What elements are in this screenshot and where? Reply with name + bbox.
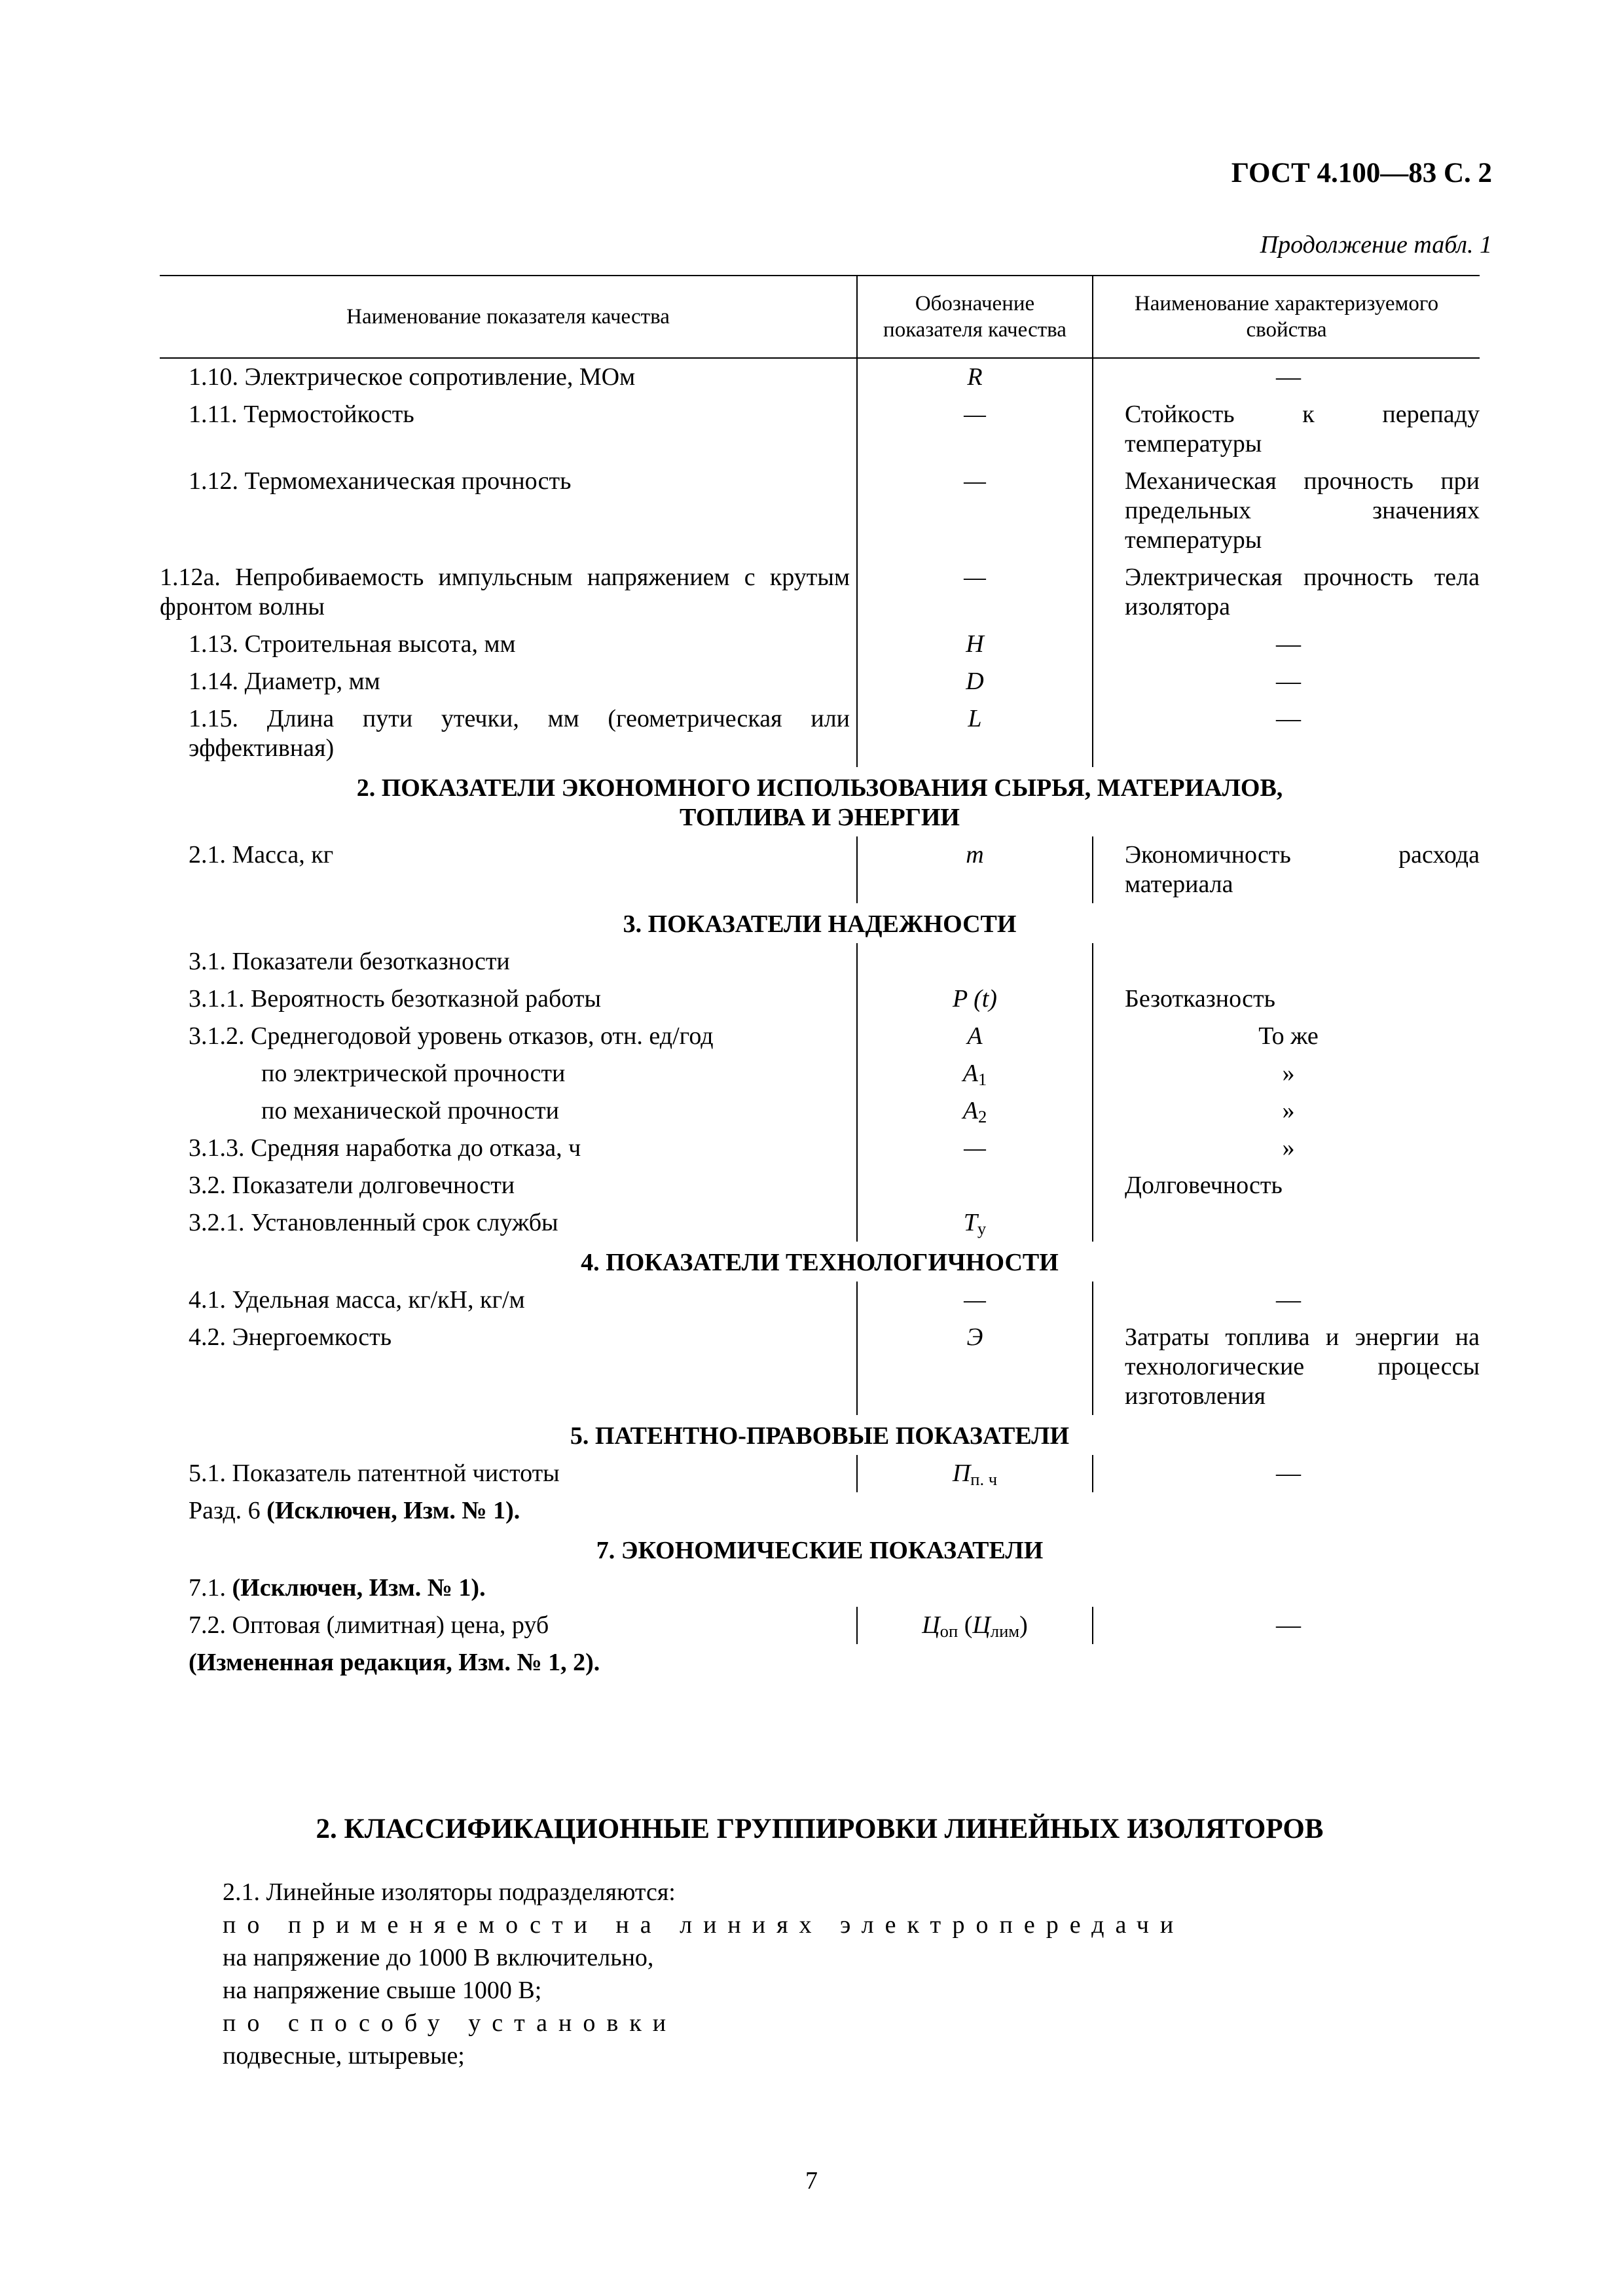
indicator-name: 1.11. Термостойкость	[189, 401, 414, 428]
quality-indicators-table	[160, 275, 1480, 1681]
section-title: 3. ПОКАЗАТЕЛИ НАДЕЖНОСТИ	[623, 910, 1017, 938]
indicator-property: Стойкость к перепаду температуры	[1125, 401, 1480, 457]
table-row	[160, 663, 1480, 700]
indicator-symbol: $A_2$	[857, 1092, 1093, 1130]
indicator-symbol: —	[857, 1282, 1093, 1319]
indicator-property: —	[1276, 1460, 1301, 1487]
indicator-name: 1.13. Строительная высота, мм	[189, 630, 516, 658]
table-row	[160, 943, 1480, 980]
table-note-row	[160, 1570, 1480, 1607]
indicator-name: 7.2. Оптовая (лимитная) цена, руб	[189, 1611, 549, 1639]
indicator-symbol: A	[857, 1018, 1093, 1055]
ditto-mark: »	[1282, 1134, 1295, 1162]
table-row	[160, 626, 1480, 663]
section-heading-row	[160, 767, 1480, 836]
indicator-symbol: —	[857, 396, 1093, 463]
table-row	[160, 1607, 1480, 1644]
indicator-property: —	[1276, 705, 1301, 732]
column-header-indicator-name: Наименование показателя качества	[160, 276, 857, 358]
indicator-name: 3.1.2. Среднегодовой уровень отказов, отн. ед/год	[189, 1022, 714, 1050]
paragraph-line: подвесные, штыревые;	[223, 2042, 465, 2070]
indicator-symbol: —	[857, 463, 1093, 559]
table-row	[160, 1455, 1480, 1492]
section-title: 4. ПОКАЗАТЕЛИ ТЕХНОЛОГИЧНОСТИ	[581, 1249, 1059, 1276]
indicator-symbol: —	[857, 559, 1093, 626]
indicator-property: Затраты топлива и энергии на технологические процессы изготовления	[1125, 1323, 1480, 1410]
indicator-name: 3.2. Показатели долговечности	[189, 1172, 515, 1199]
indicator-name: 3.1.3. Средняя наработка до отказа, ч	[189, 1134, 581, 1162]
section-heading-row	[160, 1530, 1480, 1570]
indicator-symbol: P (t)	[857, 980, 1093, 1018]
table-row	[160, 1130, 1480, 1167]
table-row	[160, 1055, 1480, 1092]
indicator-name: 1.12. Термомеханическая прочность	[189, 467, 572, 495]
indicator-name: 1.12а. Непробиваемость импульсным напряжением с крутым фронтом волны	[160, 564, 850, 620]
ditto-mark: »	[1282, 1060, 1295, 1087]
indicator-property: Электрическая прочность тела изолятора	[1125, 564, 1480, 620]
indicator-property: —	[1276, 363, 1301, 391]
edition-note: (Измененная редакция, Изм. № 1, 2).	[189, 1649, 600, 1676]
chapter-title: 2. КЛАССИФИКАЦИОННЫЕ ГРУППИРОВКИ ЛИНЕЙНЫХ ИЗОЛЯТОРОВ	[316, 1814, 1324, 1844]
table-note-row	[160, 1492, 1480, 1530]
indicator-name: 3.1. Показатели безотказности	[189, 948, 510, 975]
indicator-property: Механическая прочность при предельных значениях температуры	[1125, 467, 1480, 554]
indicator-name: 5.1. Показатель патентной чистоты	[189, 1460, 560, 1487]
indicator-property: —	[1276, 630, 1301, 658]
indicator-symbol: $П_{п. ч}$	[857, 1455, 1093, 1492]
table-row	[160, 1204, 1480, 1242]
indicator-symbol: m	[857, 836, 1093, 903]
section-heading-row	[160, 1415, 1480, 1455]
section-heading-row	[160, 903, 1480, 943]
indicator-symbol: D	[857, 663, 1093, 700]
indicator-name: по механической прочности	[261, 1097, 559, 1124]
chapter-body	[223, 1876, 1480, 2072]
spaced-subheading: по применяемости на линиях электропередачи	[223, 1911, 1185, 1939]
quality-indicators-table-container	[160, 275, 1480, 1681]
section-title: 7. ЭКОНОМИЧЕСКИЕ ПОКАЗАТЕЛИ	[596, 1537, 1044, 1564]
indicator-name: 1.14. Диаметр, мм	[189, 668, 380, 695]
indicator-name: 4.2. Энергоемкость	[189, 1323, 392, 1351]
table-row	[160, 700, 1480, 767]
table-note-row	[160, 1644, 1480, 1681]
indicator-name: 3.1.1. Вероятность безотказной работы	[189, 985, 601, 1013]
table-row	[160, 463, 1480, 559]
indicator-symbol: —	[857, 1130, 1093, 1167]
paragraph-line: на напряжение свыше 1000 В;	[223, 1977, 542, 2004]
indicator-symbol: $Ц_{оп}$ $(Ц_{лим})$	[857, 1607, 1093, 1644]
table-row	[160, 1018, 1480, 1055]
indicator-property: Долговечность	[1125, 1172, 1283, 1199]
table-row	[160, 396, 1480, 463]
table-continuation-label: Продолжение табл. 1	[1260, 231, 1492, 259]
indicator-property: —	[1276, 1611, 1301, 1639]
indicator-property: То же	[1258, 1022, 1319, 1050]
table-row	[160, 980, 1480, 1018]
indicator-name: 4.1. Удельная масса, кг/кН, кг/м	[189, 1286, 525, 1314]
indicator-symbol: Э	[857, 1319, 1093, 1415]
document-code: ГОСТ 4.100—83 С. 2	[1231, 158, 1492, 188]
page-number: 7	[805, 2167, 818, 2195]
ditto-mark: »	[1282, 1097, 1295, 1124]
table-row	[160, 1282, 1480, 1319]
section-6-note: Разд. 6 (Исключен, Изм. № 1).	[189, 1497, 520, 1524]
section-title: 2. ПОКАЗАТЕЛИ ЭКОНОМНОГО ИСПОЛЬЗОВАНИЯ СЫРЬЯ, МАТЕРИАЛОВ, ТОПЛИВА И ЭНЕРГИИ	[356, 774, 1283, 831]
indicator-symbol: H	[857, 626, 1093, 663]
column-header-designation: Обозначение показателя качества	[857, 276, 1093, 358]
table-row	[160, 559, 1480, 626]
indicator-property: Безотказность	[1125, 985, 1275, 1013]
indicator-symbol: R	[857, 358, 1093, 396]
paragraph-line: 2.1. Линейные изоляторы подразделяются:	[223, 1878, 676, 1906]
indicator-name: по электрической прочности	[261, 1060, 566, 1087]
spaced-subheading: по способу установки	[223, 2009, 678, 2037]
section-title: 5. ПАТЕНТНО-ПРАВОВЫЕ ПОКАЗАТЕЛИ	[570, 1422, 1070, 1450]
table-header-row	[160, 276, 1480, 358]
table-row	[160, 836, 1480, 903]
indicator-symbol: $T_у$	[857, 1204, 1093, 1242]
table-row	[160, 1167, 1480, 1204]
table-row	[160, 1319, 1480, 1415]
indicator-symbol: L	[857, 700, 1093, 767]
column-header-property: Наименование характеризуемого свойства	[1093, 276, 1480, 358]
indicator-name: 2.1. Масса, кг	[189, 841, 334, 869]
paragraph-line: на напряжение до 1000 В включительно,	[223, 1944, 654, 1971]
item-7-1-note: 7.1. (Исключен, Изм. № 1).	[189, 1574, 486, 1602]
indicator-name: 3.2.1. Установленный срок службы	[189, 1209, 558, 1236]
section-heading-row	[160, 1242, 1480, 1282]
table-row	[160, 1092, 1480, 1130]
indicator-name: 1.10. Электрическое сопротивление, МОм	[189, 363, 636, 391]
indicator-symbol: $A_1$	[857, 1055, 1093, 1092]
table-row	[160, 358, 1480, 396]
indicator-property: —	[1276, 1286, 1301, 1314]
indicator-name: 1.15. Длина пути утечки, мм (геометрическая или эффективная)	[189, 705, 850, 762]
indicator-property: —	[1276, 668, 1301, 695]
indicator-property: Экономичность расхода материала	[1125, 841, 1480, 898]
